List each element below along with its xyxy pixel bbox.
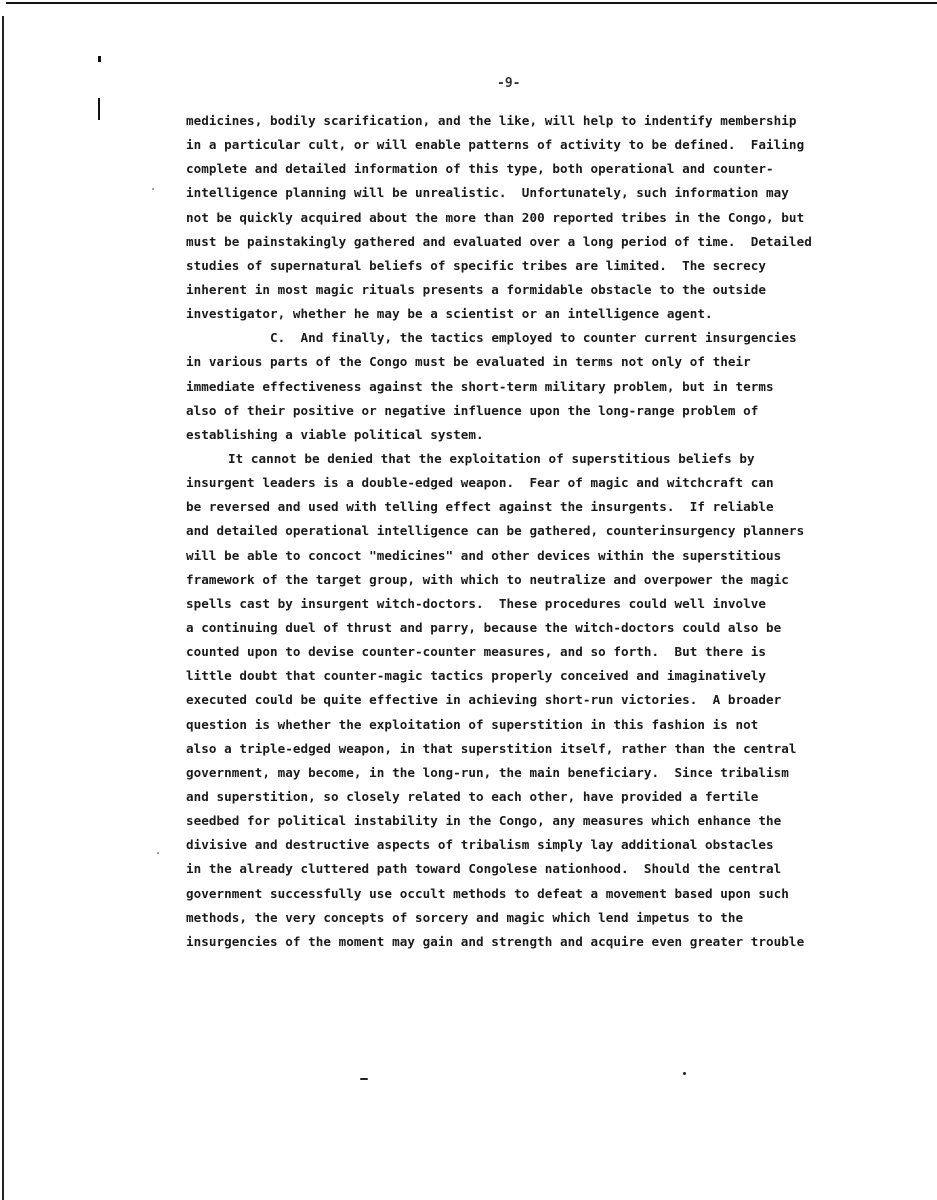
text-line: It cannot be denied that the exploitation of superstitious beliefs by bbox=[228, 450, 755, 466]
scan-speck bbox=[152, 188, 154, 190]
text-line: counted upon to devise counter-counter measures, and so forth. But there is bbox=[186, 644, 767, 660]
scan-edge-left bbox=[2, 16, 4, 1200]
page-number: -9- bbox=[497, 76, 521, 91]
text-line: insurgent leaders is a double-edged weapon. Fear of magic and witchcraft can bbox=[186, 475, 774, 491]
scan-edge-top bbox=[6, 2, 937, 4]
text-line: framework of the target group, with which to neutralize and overpower the magic bbox=[186, 571, 789, 587]
document-body bbox=[186, 109, 851, 954]
text-line: a continuing duel of thrust and parry, because the witch-doctors could also be bbox=[186, 619, 782, 635]
margin-mark-bar bbox=[98, 98, 100, 120]
scan-speck bbox=[360, 1078, 368, 1080]
text-line: in a particular cult, or will enable patterns of activity to be defined. Failing bbox=[186, 137, 805, 153]
text-line: studies of supernatural beliefs of specific tribes are limited. The secrecy bbox=[186, 257, 767, 273]
text-line: medicines, bodily scarification, and the like, will help to indentify membership bbox=[186, 113, 797, 128]
text-line: divisive and destructive aspects of tribalism simply lay additional obstacles bbox=[186, 837, 774, 853]
text-line: be reversed and used with telling effect against the insurgents. If reliable bbox=[186, 499, 774, 515]
text-line: immediate effectiveness against the short-term military problem, but in terms bbox=[186, 378, 774, 394]
text-line: inherent in most magic rituals presents a formidable obstacle to the outside bbox=[186, 281, 767, 297]
text-line: government, may become, in the long-run, the main beneficiary. Since tribalism bbox=[186, 764, 789, 780]
text-line: little doubt that counter-magic tactics properly conceived and imaginatively bbox=[186, 668, 767, 684]
text-line: seedbed for political instability in the Congo, any measures which enhance the bbox=[186, 813, 782, 829]
text-line: also a triple-edged weapon, in that superstition itself, rather than the central bbox=[186, 740, 797, 756]
text-line: spells cast by insurgent witch-doctors. These procedures could well involve bbox=[186, 595, 767, 611]
text-line: in various parts of the Congo must be evaluated in terms not only of their bbox=[186, 354, 751, 370]
text-line: not be quickly acquired about the more than 200 reported tribes in the Congo, but bbox=[186, 209, 805, 225]
text-line: methods, the very concepts of sorcery and magic which lend impetus to the bbox=[186, 909, 744, 925]
text-line: insurgencies of the moment may gain and strength and acquire even greater trouble bbox=[186, 933, 805, 949]
text-line: question is whether the exploitation of superstition in this fashion is not bbox=[186, 716, 759, 732]
text-line: will be able to concoct "medicines" and other devices within the superstitious bbox=[186, 547, 782, 563]
scan-speck bbox=[683, 1072, 686, 1075]
text-line: government successfully use occult methods to defeat a movement based upon such bbox=[186, 885, 789, 901]
scan-speck bbox=[157, 852, 159, 854]
text-line: in the already cluttered path toward Congolese nationhood. Should the central bbox=[186, 861, 782, 877]
text-line: complete and detailed information of this type, both operational and counter- bbox=[186, 161, 774, 177]
text-line: executed could be quite effective in achieving short-run victories. A broader bbox=[186, 692, 782, 708]
margin-mark-dot bbox=[98, 56, 101, 62]
text-line: also of their positive or negative influence upon the long-range problem of bbox=[186, 402, 759, 418]
text-line: and detailed operational intelligence can be gathered, counterinsurgency planners bbox=[186, 523, 805, 539]
text-line: and superstition, so closely related to each other, have provided a fertile bbox=[186, 788, 759, 804]
text-line: must be painstakingly gathered and evaluated over a long period of time. Detailed bbox=[186, 233, 812, 249]
text-line: establishing a viable political system. bbox=[186, 426, 484, 442]
text-line: intelligence planning will be unrealistic. Unfortunately, such information may bbox=[186, 185, 789, 201]
text-line: investigator, whether he may be a scientist or an intelligence agent. bbox=[186, 306, 713, 322]
text-line: C. And finally, the tactics employed to counter current insurgencies bbox=[270, 330, 797, 346]
